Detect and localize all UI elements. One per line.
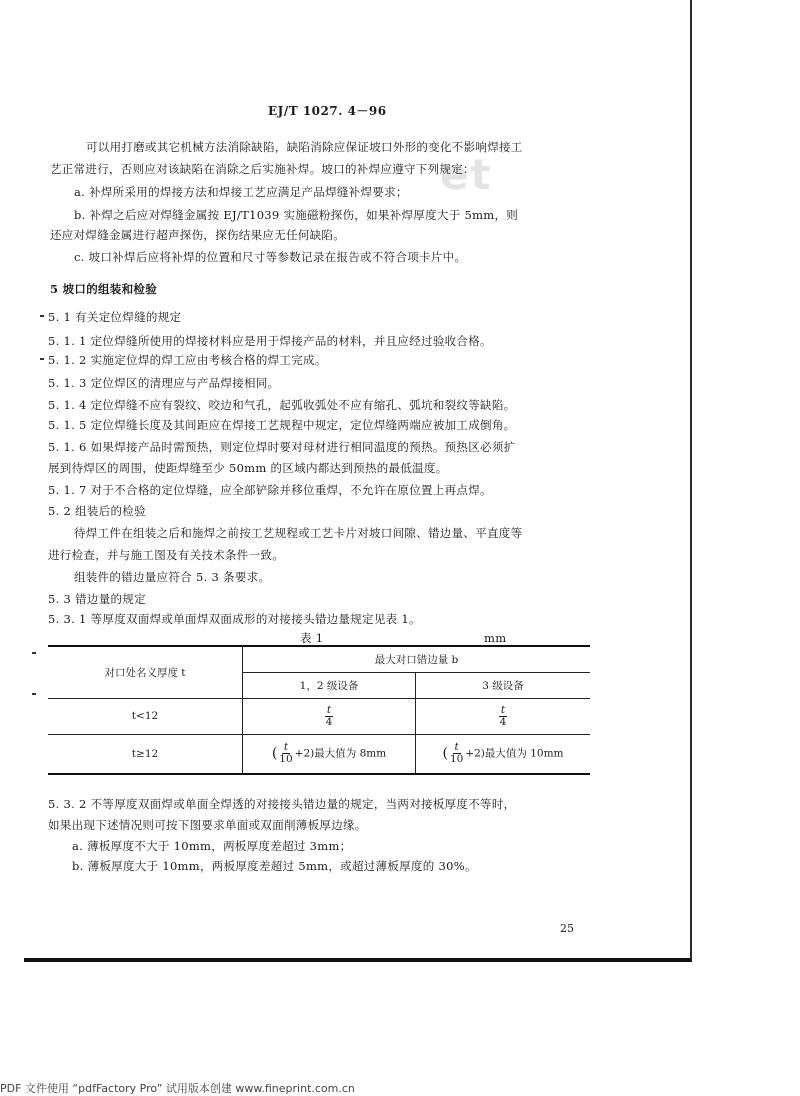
max-value-8mm: 最大值为 8mm <box>314 747 387 760</box>
section-5-1-heading: 5. 1 有关定位焊缝的规定 <box>48 310 182 324</box>
intro-item-c: c. 坡口补焊后应将补焊的位置和尺寸等参数记录在报告或不符合项卡片中。 <box>74 250 467 264</box>
table-unit: mm <box>484 631 507 645</box>
section-5-2-heading: 5. 2 组装后的检验 <box>48 504 146 518</box>
intro-item-b-line-1: b. 补焊之后应对焊缝金属按 EJ/T1039 实施磁粉探伤，如果补焊厚度大于 5mm，则 <box>74 208 519 222</box>
fraction-t-over-4 <box>498 705 509 728</box>
table-header-class-3: 3 级设备 <box>416 672 591 698</box>
margin-mark <box>40 358 44 360</box>
standard-number-header: EJ/T 1027. 4－96 <box>268 104 387 118</box>
fraction-denominator: 10 <box>279 753 293 766</box>
intro-item-a: a. 补焊所采用的焊接方法和焊接工艺应满足产品焊缝补焊要求； <box>74 185 408 199</box>
table-cell-thickness-lt12: t<12 <box>48 698 243 734</box>
clause-5-1-6-line-1: 5. 1. 6 如果焊接产品时需预热，则定位焊时要对母材进行相同温度的预热。预热区必须扩 <box>48 440 516 454</box>
clause-5-3-2-line-2: 如果出现下述情况则可按下图要求单面或双面削薄板厚边缘。 <box>48 818 367 832</box>
table-1 <box>48 645 590 775</box>
table-header-thickness: 对口处名义厚度 t <box>48 646 243 698</box>
clause-5-3-2-item-a: a. 薄板厚度不大于 10mm，两板厚度差超过 3mm； <box>72 839 352 853</box>
fraction-numerator: t <box>283 741 289 754</box>
fraction-t-over-4 <box>324 705 335 728</box>
clause-5-1-5: 5. 1. 5 定位焊缝长度及其间距应在焊接工艺规程中规定，定位焊缝两端应被加工成倒角。 <box>48 418 516 432</box>
fraction-denominator: 4 <box>499 715 507 728</box>
section-5-2-para-line-2: 进行检查，并与施工图及有关技术条件一致。 <box>48 548 284 562</box>
clause-5-3-2-line-1: 5. 3. 2 不等厚度双面焊或单面全焊透的对接接头错边量的规定，当两对接板厚度不等时， <box>48 797 516 811</box>
section-5-title: 5 坡口的组装和检验 <box>50 282 158 296</box>
section-5-3-heading: 5. 3 错边量的规定 <box>48 592 146 606</box>
margin-mark <box>40 315 44 317</box>
clause-5-1-2: 5. 1. 2 实施定位焊的焊工应由考核合格的焊工完成。 <box>48 353 327 367</box>
open-paren: ( <box>271 745 278 762</box>
fraction-numerator: t <box>454 741 459 754</box>
clause-5-3-1: 5. 3. 1 等厚度双面焊或单面焊双面成形的对接接头错边量规定见表 1。 <box>48 612 421 626</box>
table-cell-r1-c3 <box>416 698 591 734</box>
fraction-t-over-10 <box>448 742 465 765</box>
clause-5-1-1: 5. 1. 1 定位焊缝所使用的焊接材料应是用于焊接产品的材料，并且应经过验收合格。 <box>48 334 492 348</box>
table-header-class-1-2: 1，2 级设备 <box>243 672 416 698</box>
clause-5-1-7: 5. 1. 7 对于不合格的定位焊缝，应全部铲除并移位重焊，不允许在原位置上再点焊。 <box>48 483 492 497</box>
section-5-2-para-2: 组装件的错边量应符合 5. 3 条要求。 <box>74 570 271 584</box>
fraction-denominator: 4 <box>325 715 333 728</box>
clause-5-1-3: 5. 1. 3 定位焊区的清理应与产品焊接相同。 <box>48 376 280 390</box>
clause-5-1-6-line-2: 展到待焊区的周围，使距焊缝至少 50mm 的区域内都达到预热的最低温度。 <box>48 461 448 475</box>
fraction-denominator: 10 <box>449 753 464 766</box>
intro-line-2: 艺正常进行，否则应对该缺陷在消除之后实施补焊。坡口的补焊应遵守下列规定： <box>50 162 475 176</box>
margin-mark <box>32 652 36 654</box>
table-cell-r1-c2 <box>243 698 416 734</box>
table-cell-r2-c2 <box>243 734 416 774</box>
clause-5-1-4: 5. 1. 4 定位焊缝不应有裂纹、咬边和气孔，起弧收弧处不应有缩孔、弧坑和裂纹等缺陷。 <box>48 398 516 412</box>
page-number: 25 <box>560 922 574 935</box>
section-5-2-para-line-1: 待焊工件在组装之后和施焊之前按工艺规程或工艺卡片对坡口间隙、错边量、平直度等 <box>74 526 523 540</box>
open-paren: ( <box>442 745 448 762</box>
intro-line-1: 可以用打磨或其它机械方法消除缺陷，缺陷消除应保证坡口外形的变化不影响焊接工 <box>86 140 523 154</box>
intro-item-b-line-2: 还应对焊缝金属进行超声探伤，探伤结果应无任何缺陷。 <box>50 228 345 242</box>
clause-5-3-2-item-b: b. 薄板厚度大于 10mm，两板厚度差超过 5mm，或超过薄板厚度的 30%。 <box>72 859 477 873</box>
margin-mark <box>32 693 36 695</box>
expr-plus-two: +2) <box>294 747 315 760</box>
fraction-numerator: t <box>500 703 506 716</box>
max-value-10mm: 最大值为 10mm <box>484 747 564 760</box>
expr-plus-two: +2) <box>465 747 485 760</box>
fraction-numerator: t <box>326 703 332 716</box>
pdf-footer-note: PDF 文件使用 “pdfFactory Pro” 试用版本创建 www.fineprint.com.cn <box>0 1082 355 1095</box>
table-cell-thickness-ge12: t≥12 <box>48 734 243 774</box>
fraction-t-over-10 <box>277 742 294 765</box>
table-caption: 表 1 <box>300 631 324 645</box>
watermark: et <box>440 150 493 199</box>
table-header-max-misalignment: 最大对口错边量 b <box>243 646 591 672</box>
table-cell-r2-c3 <box>416 734 591 774</box>
